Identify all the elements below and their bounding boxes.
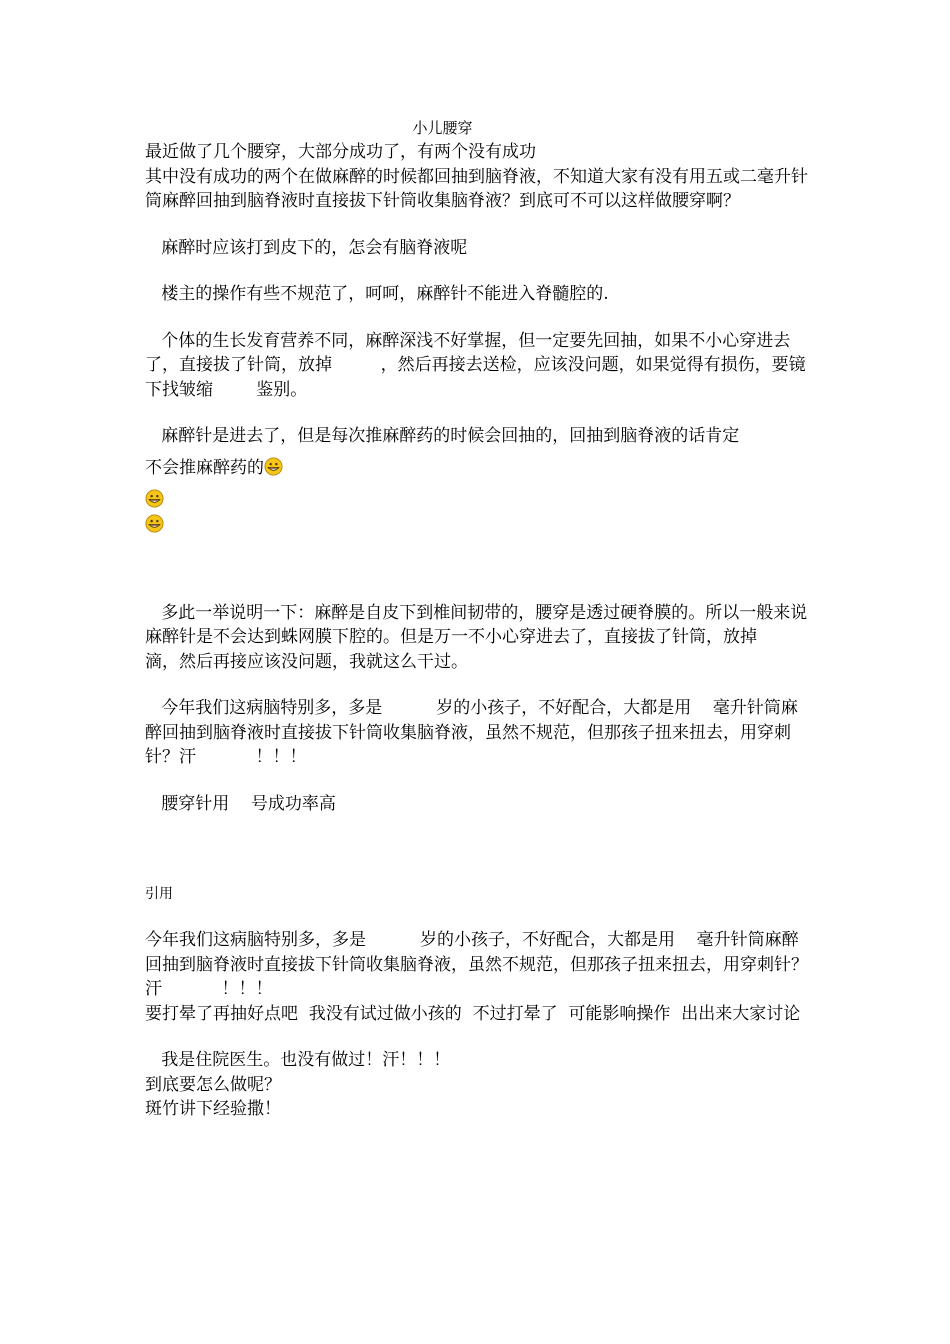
- grinning-face-icon: [145, 514, 164, 533]
- post-10: 我是住院医生。也没有做过！汗！！！ 到底要怎么做呢？ 斑竹讲下经验撒！: [145, 1050, 451, 1119]
- grinning-face-icon: [145, 489, 164, 508]
- document-title: 小儿腰穿: [412, 119, 473, 137]
- post-4: 个体的生长发育营养不同，麻醉深浅不好掌握，但一定要先回抽，如果不小心穿进去了，直接拔了针筒，放掉 ，然后再接去送检，应该没问题，如果觉得有损伤，要镜下找皱缩 鉴别。: [145, 330, 806, 400]
- quote-label: 引用: [145, 886, 173, 902]
- post-9: 今年我们这病脑特别多，多是 岁的小孩子，不好配合，大都是用 毫升针筒麻醉回抽到脑脊液时直接拔下针筒收集脑脊液，虽然不规范，但那孩子扭来扭去，用穿刺针？汗 ！！！ 要打晕了再抽好点吧 我没有试过做小孩的 不过打晕了 可能影响操作 出出来大家讨论: [145, 930, 808, 1024]
- post-1: 最近做了几个腰穿，大部分成功了，有两个没有成功 其中没有成功的两个在做麻醉的时候都回抽到脑脊液，不知道大家有没有用五或二毫升针筒麻醉回抽到脑脊液时直接拔下针筒收集脑脊液？到底可不可以这样做腰穿啊？: [145, 142, 808, 211]
- document-page: [145, 118, 810, 1122]
- emoji-row-1: [145, 487, 810, 512]
- post-7: 今年我们这病脑特别多，多是 岁的小孩子，不好配合，大都是用 毫升针筒麻醉回抽到脑脊液时直接拔下针筒收集脑脊液，虽然不规范，但那孩子扭来扭去，用穿刺针？汗 ！！！: [145, 698, 798, 767]
- post-3: 楼主的操作有些不规范了，呵呵，麻醉针不能进入脊髓腔的.: [145, 284, 609, 304]
- emoji-row-2: [145, 512, 810, 537]
- grinning-face-icon: [264, 457, 283, 476]
- post-2: 麻醉时应该打到皮下的，怎会有脑脊液呢: [145, 237, 468, 258]
- post-5-line-1: 麻醉针是进去了，但是每次推麻醉药的时候会回抽的，回抽到脑脊液的话肯定: [145, 426, 740, 446]
- post-8: 腰穿针用 号成功率高: [145, 793, 336, 814]
- post-6: 多此一举说明一下：麻醉是自皮下到椎间韧带的，腰穿是透过硬脊膜的。所以一般来说麻醉针是不会达到蛛网膜下腔的。但是万一不小心穿进去了，直接拔了针筒，放掉 滴，然后再接应该没问题，我就这么干过。: [145, 602, 808, 672]
- post-5-line-2: [145, 449, 810, 487]
- post-5-text: 不会推麻醉药的: [145, 457, 264, 478]
